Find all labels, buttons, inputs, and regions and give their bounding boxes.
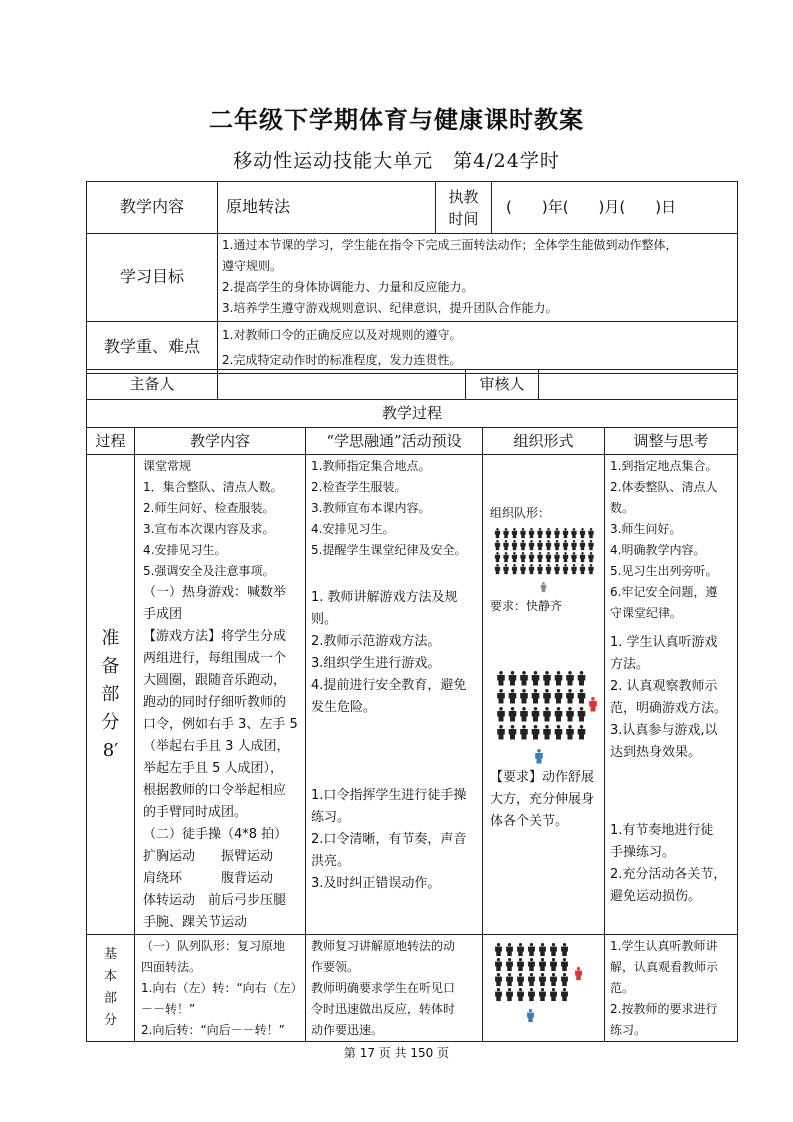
- col-header-process: 过程: [87, 428, 135, 455]
- student-figure: [571, 552, 576, 562]
- page-subtitle: 移动性运动技能大单元 第4/24学时: [233, 150, 560, 172]
- leader-figure: [535, 749, 543, 764]
- student-figure: [543, 725, 551, 740]
- student-figure: [497, 671, 505, 686]
- student-figure: [554, 564, 559, 574]
- student-figure: [520, 689, 528, 704]
- basic-reflection: 1.学生认真听教师讲 解，认真观看教师示 范。 2.按教师的要求进行 练习。: [605, 935, 738, 1042]
- prep-activities: 1.教师指定集合地点。 2.检查学生服装。 3.教师宣布本课内容。 4.安排见习生。 5.提醒学生课堂纪律及安全。 1. 教师讲解游戏方法及规 则。 2.教师示范游戏方法。 3.组织学生进行游戏。 4.提前进行安全教育，避免 发生危险。 1.口令指挥学生进行徒手操 练习。 2.口令清晰，有节奏，声音 洪亮。 3.及时纠正错误动作。: [306, 455, 483, 935]
- student-figure: [495, 540, 500, 550]
- student-figure: [571, 564, 576, 574]
- student-figure: [563, 552, 568, 562]
- student-figure: [563, 540, 568, 550]
- student-figure: [546, 564, 551, 574]
- student-figure: [561, 943, 568, 956]
- process-table: [86, 427, 738, 1042]
- basic-section-label: 基 本 部 分: [87, 935, 135, 1042]
- student-figure: [555, 707, 563, 722]
- formation-grid-3-diagram: [492, 941, 592, 1025]
- key-points-label: 教学重、难点: [87, 322, 218, 374]
- student-figure: [578, 689, 586, 704]
- objectives-table: [86, 233, 738, 374]
- student-figure: [506, 973, 513, 986]
- teacher-figure: [589, 697, 597, 712]
- student-figure: [566, 725, 574, 740]
- teacher-figure: [575, 967, 582, 980]
- student-figure: [529, 540, 534, 550]
- student-figure: [561, 988, 568, 1001]
- student-figure: [580, 552, 585, 562]
- student-figure: [563, 564, 568, 574]
- student-figure: [554, 540, 559, 550]
- org-requirement: 要求：快静齐: [490, 599, 563, 613]
- student-figure: [580, 564, 585, 574]
- student-figure: [517, 988, 524, 1001]
- student-figure: [503, 528, 508, 538]
- col-header-reflection: 调整与思考: [605, 428, 738, 455]
- student-figure: [571, 528, 576, 538]
- student-figure: [495, 943, 502, 956]
- student-figure: [546, 552, 551, 562]
- student-figure: [495, 552, 500, 562]
- student-figure: [532, 671, 540, 686]
- student-figure: [543, 707, 551, 722]
- student-figure: [529, 564, 534, 574]
- student-figure: [550, 973, 557, 986]
- student-figure: [532, 707, 540, 722]
- basic-activities: 教师复习讲解原地转法的动 作要领。 教师明确要求学生在听见口 令时迅速做出反应，转体时 动作要迅速。: [306, 935, 483, 1042]
- date-field: ( )年( )月( )日: [492, 182, 738, 234]
- formation-grid-1-diagram: [492, 526, 596, 594]
- student-figure: [555, 671, 563, 686]
- student-figure: [506, 958, 513, 971]
- student-figure: [520, 671, 528, 686]
- student-figure: [520, 564, 525, 574]
- content-value: 原地转法: [218, 182, 436, 234]
- student-figure: [550, 958, 557, 971]
- reviewer-value: [539, 370, 738, 400]
- prep-content: 课堂常规 1．集合整队、清点人数。 2.师生问好、检查服装。 3.宣布本次课内容及求。 4.安排见习生。 5.强调安全及注意事项。 （一）热身游戏：喊数举 手成团 【游戏方法】将学生分成 两组进行，每组围成一个 大圆圈，跟随音乐跑动， 跑动的同时仔细听教师的 口令，例如右手 3、左手 5 （举起右手且 3 人成团， 举起左手且 5 人成团）， 根据教师的口令举起相应 的手臂同时成团。 （二）徒手操（4*8 拍） 扩胸运动 振臂运动 肩绕环 腹背运动 体转运动 前后弓步压腿 手腕、踝关节运动: [135, 455, 306, 935]
- student-figure: [578, 725, 586, 740]
- prep-reflection: 1.到指定地点集合。 2.体委整队、清点人 数。 3.师生问好。 4.明确教学内容。 5.见习生出列旁听。 6.牢记安全问题，遵 守课堂纪律。 1. 学生认真听游戏 方法。 2. 认真观察教师示 范，明确游戏方法。 3.认真参与游戏,以 达到热身效果。 1.有节奏地进行徒 手操练习。 2.充分活动各关节， 避免运动损伤。: [605, 455, 738, 935]
- student-figure: [554, 528, 559, 538]
- student-figure: [503, 564, 508, 574]
- student-figure: [539, 988, 546, 1001]
- staff-table: [86, 369, 738, 428]
- student-figure: [517, 958, 524, 971]
- student-figure: [520, 528, 525, 538]
- student-figure: [509, 689, 517, 704]
- student-figure: [512, 552, 517, 562]
- formation-grid-2-diagram: [492, 669, 602, 767]
- student-figure: [495, 973, 502, 986]
- key-points-text: 1.对教师口令的正确反应以及对规则的遵守。 2.完成特定动作时的标准程度，发力连贯性。: [218, 322, 738, 374]
- student-figure: [528, 958, 535, 971]
- student-figure: [578, 671, 586, 686]
- student-figure: [509, 725, 517, 740]
- student-figure: [537, 564, 542, 574]
- student-figure: [580, 540, 585, 550]
- student-figure: [503, 552, 508, 562]
- student-figure: [528, 943, 535, 956]
- student-figure: [520, 725, 528, 740]
- student-figure: [512, 528, 517, 538]
- student-figure: [546, 540, 551, 550]
- student-figure: [520, 707, 528, 722]
- student-figure: [539, 943, 546, 956]
- page-footer: 第 17 页 共 150 页: [343, 1046, 450, 1060]
- student-figure: [517, 973, 524, 986]
- student-figure: [528, 973, 535, 986]
- content-label: 教学内容: [87, 182, 218, 234]
- page-title: 二年级下学期体育与健康课时教案: [209, 106, 584, 134]
- prep-section-label: 准 备 部 分 8′: [87, 455, 135, 935]
- student-figure: [588, 528, 593, 538]
- student-figure: [529, 552, 534, 562]
- exec-time-label: 执教 时间: [436, 182, 492, 234]
- student-figure: [512, 564, 517, 574]
- student-figure: [537, 528, 542, 538]
- student-figure: [588, 552, 593, 562]
- objectives-text: 1.通过本节课的学习，学生能在指令下完成三面转法动作；全体学生能做到动作整体， 遵守规则。 2.提高学生的身体协调能力、力量和反应能力。 3.培养学生遵守游戏规则意识、纪律意识，提升团队合作能力。: [218, 234, 738, 322]
- student-figure: [495, 564, 500, 574]
- header-table: [86, 181, 738, 234]
- leader-figure: [527, 1009, 534, 1022]
- teacher-figure: [541, 582, 546, 592]
- student-figure: [550, 988, 557, 1001]
- student-figure: [497, 689, 505, 704]
- student-figure: [539, 973, 546, 986]
- student-figure: [537, 540, 542, 550]
- student-figure: [563, 528, 568, 538]
- student-figure: [588, 564, 593, 574]
- preparer-label: 主备人: [87, 370, 218, 400]
- student-figure: [529, 528, 534, 538]
- student-figure: [512, 540, 517, 550]
- student-figure: [495, 958, 502, 971]
- student-figure: [517, 943, 524, 956]
- student-figure: [506, 988, 513, 1001]
- col-header-activity: “学思融通”活动预设: [306, 428, 483, 455]
- student-figure: [555, 725, 563, 740]
- basic-content: （一）队列队形：复习原地 四面转法。 1.向右（左）转：“向右（左） －－转！” 2.向后转：“向后－－转！”: [135, 935, 306, 1042]
- student-figure: [506, 943, 513, 956]
- student-figure: [546, 528, 551, 538]
- student-figure: [520, 540, 525, 550]
- student-figure: [539, 958, 546, 971]
- student-figure: [561, 958, 568, 971]
- student-figure: [566, 707, 574, 722]
- student-figure: [503, 540, 508, 550]
- col-header-organization: 组织形式: [483, 428, 605, 455]
- student-figure: [528, 988, 535, 1001]
- student-figure: [537, 552, 542, 562]
- student-figure: [578, 707, 586, 722]
- student-figure: [555, 689, 563, 704]
- student-figure: [497, 725, 505, 740]
- student-figure: [532, 725, 540, 740]
- student-figure: [550, 943, 557, 956]
- student-figure: [495, 528, 500, 538]
- student-figure: [554, 552, 559, 562]
- student-figure: [497, 707, 505, 722]
- reviewer-label: 审核人: [466, 370, 539, 400]
- process-title: 教学过程: [87, 400, 738, 428]
- student-figure: [566, 671, 574, 686]
- org-label: 组织队形：: [490, 506, 551, 520]
- objectives-label: 学习目标: [87, 234, 218, 322]
- preparer-value: [218, 370, 466, 400]
- student-figure: [571, 540, 576, 550]
- student-figure: [543, 689, 551, 704]
- student-figure: [543, 671, 551, 686]
- student-figure: [561, 973, 568, 986]
- student-figure: [588, 540, 593, 550]
- prep-organization: 组织队形： 要求：快静齐 【要求】动作舒展 大方，充分伸展身 体各个关节。: [483, 455, 605, 935]
- student-figure: [495, 988, 502, 1001]
- col-header-content: 教学内容: [135, 428, 306, 455]
- student-figure: [509, 671, 517, 686]
- student-figure: [532, 689, 540, 704]
- student-figure: [509, 707, 517, 722]
- student-figure: [520, 552, 525, 562]
- student-figure: [580, 528, 585, 538]
- basic-organization: [483, 935, 605, 1042]
- student-figure: [566, 689, 574, 704]
